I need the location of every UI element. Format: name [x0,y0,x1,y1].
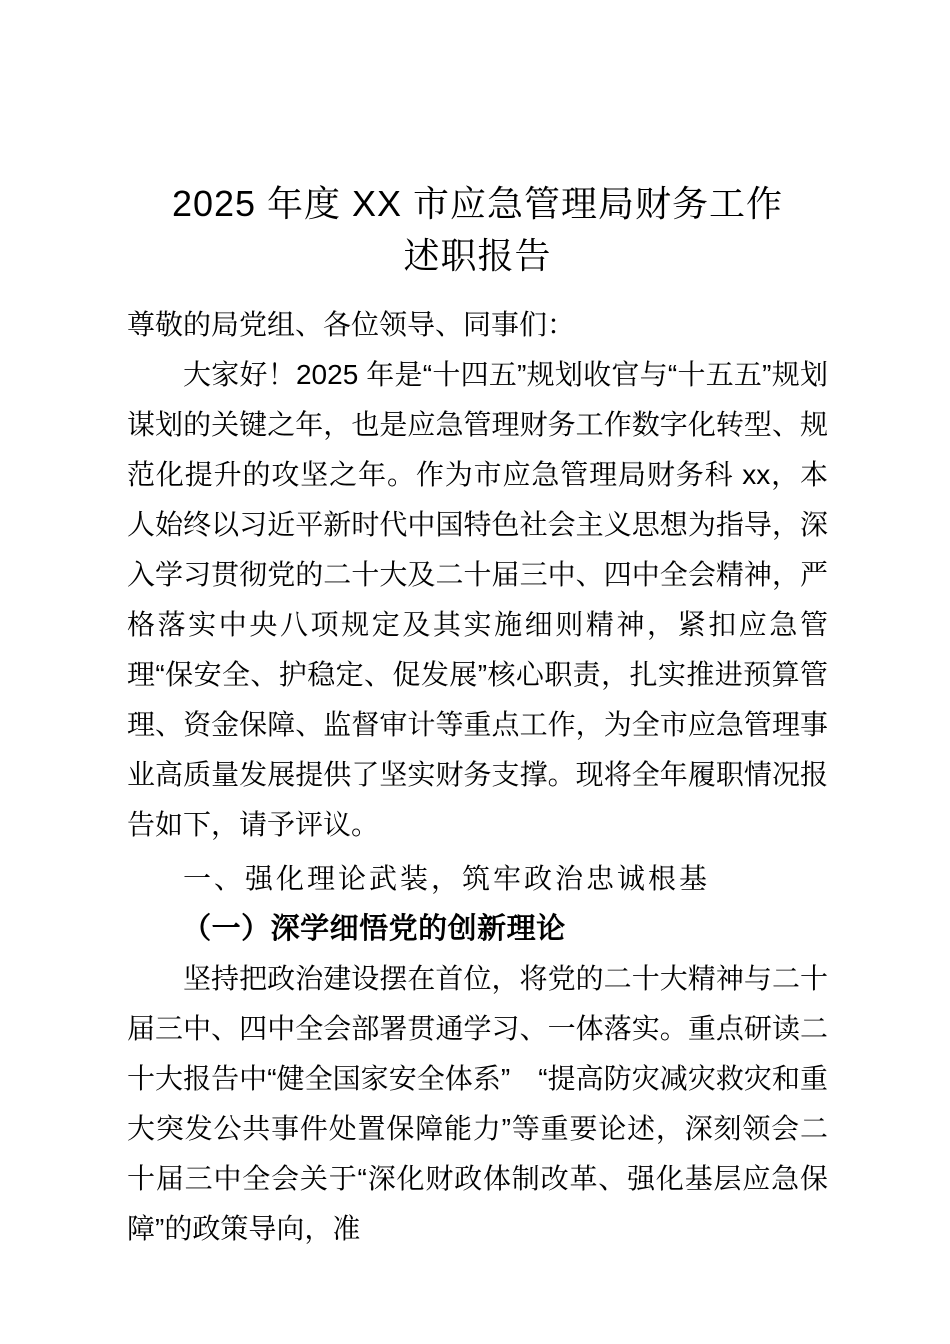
section1-subheading: （一）深学细悟党的创新理论 [182,913,566,945]
section1-heading: 一、强化理论武装，筑牢政治忠诚根基 [183,863,711,894]
salutation: 尊敬的局党组、各位领导、同事们： [127,309,576,340]
document-title [127,178,828,282]
document-title-line1: 2025 年度 XX 市应急管理局财务工作 [171,183,784,224]
intro-paragraph: 大家好！2025 年是“十四五”规划收官与“十五五”规划谋划的关键之年，也是应急管理财务工作数字化转型、规范化提升的攻坚之年。作为市应急管理局财务科 xx，本人始终以习近平新时代中国特色社会主义思想为指导，深入学习贯彻党的二十大及二十届三中、四中全会精神，严格落实中央八项规定及其实施细则精神，紧扣应急管理“保安全、护稳定、促发展”核心职责，扎实推进预算管理、资金保障、监督审计等重点工作，为全市应急管理事业高质量发展提供了坚实财务支撑。现将全年履职情况报告如下，请予评议。 [127,359,828,840]
document-title-line2: 述职报告 [403,235,552,276]
section1-paragraph: 坚持把政治建设摆在首位，将党的二十大精神与二十届三中、四中全会部署贯通学习、一体落实。重点研读二十大报告中“健全国家安全体系” “提高防灾减灾救灾和重大突发公共事件处置保障能力”等重要论述，深刻领会二十届三中全会关于“深化财政体制改革、强化基层应急保障”的政策导向，准 [127,963,828,1244]
